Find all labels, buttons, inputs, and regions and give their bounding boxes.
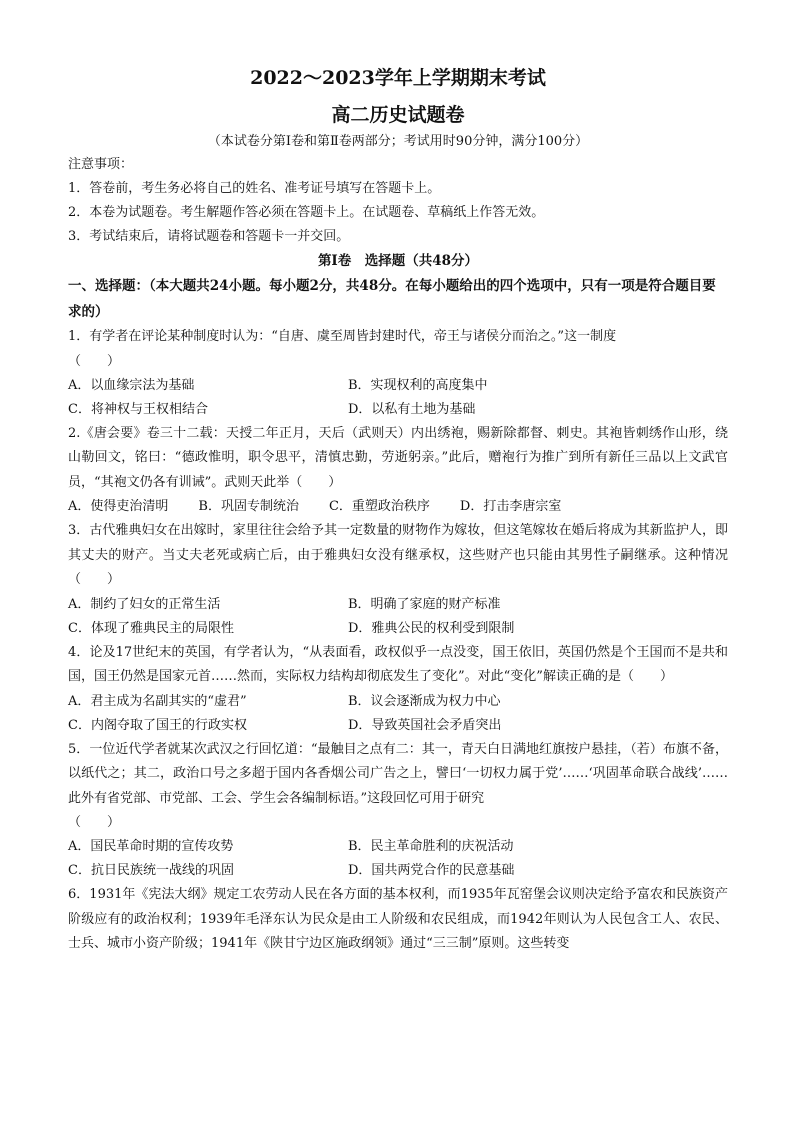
notice-heading: 注意事项： (68, 157, 134, 172)
question-5-option-d: D．国共两党合作的民意基础 (348, 863, 515, 878)
question-3-option-d: D．雅典公民的权利受到限制 (348, 620, 515, 636)
question-2-option-c: C．重塑政治秩序 (328, 499, 430, 514)
question-4-options-row-2 (68, 714, 728, 738)
question-1-option-a: A．以血缘宗法为基础 (68, 377, 195, 393)
question-1-option-b: B．实现权利的高度集中 (348, 377, 488, 393)
question-4-option-a: A．君主成为名副其实的“虚君” (68, 693, 247, 709)
question-2-options-row (68, 495, 728, 519)
question-4-option-c: C．内阁夺取了国王的行政实权 (68, 717, 247, 733)
exam-title: 2022～2023学年上学期期末考试 (250, 67, 546, 89)
question-5-stem: 5．一位近代学者就某次武汉之行回忆道：“最触目之点有二：其一，青天白日满地红旗按户悬挂，（若）布旗不备，以纸代之；其二，政治口号之多超于国内各香烟公司广告之上，譬曰‘一切权力属于党’……‘巩固革命联合战线’……此外有省党部、市党部、工会、学生会各编制标语。”这段回忆可用于研究 (68, 741, 728, 806)
question-3-option-a: A．制约了妇女的正常生活 (68, 596, 221, 612)
question-5-options-row-2 (68, 859, 728, 883)
question-2-stem: 2.《唐会要》卷三十二载：天授二年正月，天后（武则天）内出绣袍，赐新除都督、刺史。其袍皆刺绣作山形，绕山勒回文，铭曰：“德政惟明，职令思平，清慎忠勤，劳逝躬亲。”此后，赠袍行为推广到所有新任三品以上文武官员，“其袍文仍各有训诫”。武则天此举（ ） (68, 425, 728, 490)
question-6-stem: 6．1931年《宪法大纲》规定工农劳动人民在各方面的基本权利，而1935年瓦窑堡会议则决定给予富农和民族资产阶级应有的政治权利；1939年毛泽东认为民众是由工人阶级和农民组成，而1942年则认为人民包含工人、农民、士兵、城市小资产阶级；1941年《陕甘宁边区施政纲领》通过“三三制”原则。这些转变 (68, 887, 728, 951)
question-1-stem: 1．有学者在评论某种制度时认为：“自唐、虞至周皆封建时代，帝王与诸侯分而治之。”这一制度 (68, 329, 617, 344)
question-4-option-d: D．导致英国社会矛盾突出 (348, 717, 502, 733)
question-3-options-row-2 (68, 617, 728, 641)
question-1-blank: （ ） (68, 353, 121, 369)
question-3-stem: 3．古代雅典妇女在出嫁时，家里往往会给予其一定数量的财物作为嫁妆，但这笔嫁妆在婚后将成为其新监护人，即其丈夫的财产。当丈夫老死或病亡后，由于雅典妇女没有继承权，这些财产也只能由其男性子嗣继承。这种情况（ ） (68, 523, 728, 587)
question-3-options-row-1 (68, 593, 728, 617)
question-5-option-b: B．民主革命胜利的庆祝活动 (348, 839, 514, 854)
section-heading: 第Ⅰ卷 选择题（共48分） (317, 253, 479, 269)
exam-page (68, 66, 728, 957)
question-1-option-d: D．以私有土地为基础 (348, 401, 476, 417)
exam-subtitle: （本试卷分第Ⅰ卷和第Ⅱ卷两部分；考试用时90分钟，满分100分） (207, 134, 589, 149)
question-2-option-a: A．使得吏治清明 (68, 499, 169, 514)
question-5-option-c: C．抗日民族统一战线的巩固 (68, 863, 234, 878)
question-5-option-a: A．国民革命时期的宣传攻势 (68, 839, 234, 854)
question-5-blank: （ ） (68, 815, 121, 830)
question-3-option-b: B．明确了家庭的财产标准 (348, 596, 501, 612)
notice-item-1: 1．答卷前，考生务必将自己的姓名、准考证号填写在答题卡上。 (68, 181, 441, 196)
question-5-options-row-1 (68, 835, 728, 859)
question-3-option-c: C．体现了雅典民主的局限性 (68, 620, 234, 636)
question-2-option-d: D．打击李唐宗室 (459, 499, 562, 514)
notice-item-3: 3．考试结束后，请将试题卷和答题卡一并交回。 (68, 229, 350, 244)
question-1-option-c: C．将神权与王权相结合 (68, 401, 208, 417)
section-instruction: 一、选择题：（本大题共24小题。每小题2分，共48分。在每小题给出的四个选项中，只有一项是符合题目要求的） (68, 278, 716, 320)
question-4-stem: 4．论及17世纪末的英国，有学者认为，“从表面看，政权似乎一点没变，国王依旧，英国仍然是个王国而不是共和国，国王仍然是国家元首……然而，实际权力结构却彻底发生了变化”。对此“变化”解读正确的是（ ） (68, 644, 728, 684)
question-1-options-row-2 (68, 398, 728, 422)
question-4-options-row-1 (68, 690, 728, 714)
exam-subject-title: 高二历史试题卷 (331, 104, 465, 126)
question-4-option-b: B．议会逐渐成为权力中心 (348, 693, 501, 709)
notice-item-2: 2．本卷为试题卷。考生解题作答必须在答题卡上。在试题卷、草稿纸上作答无效。 (68, 205, 545, 220)
question-1-options-row-1 (68, 374, 728, 398)
question-2-option-b: B．巩固专制统治 (198, 499, 299, 514)
